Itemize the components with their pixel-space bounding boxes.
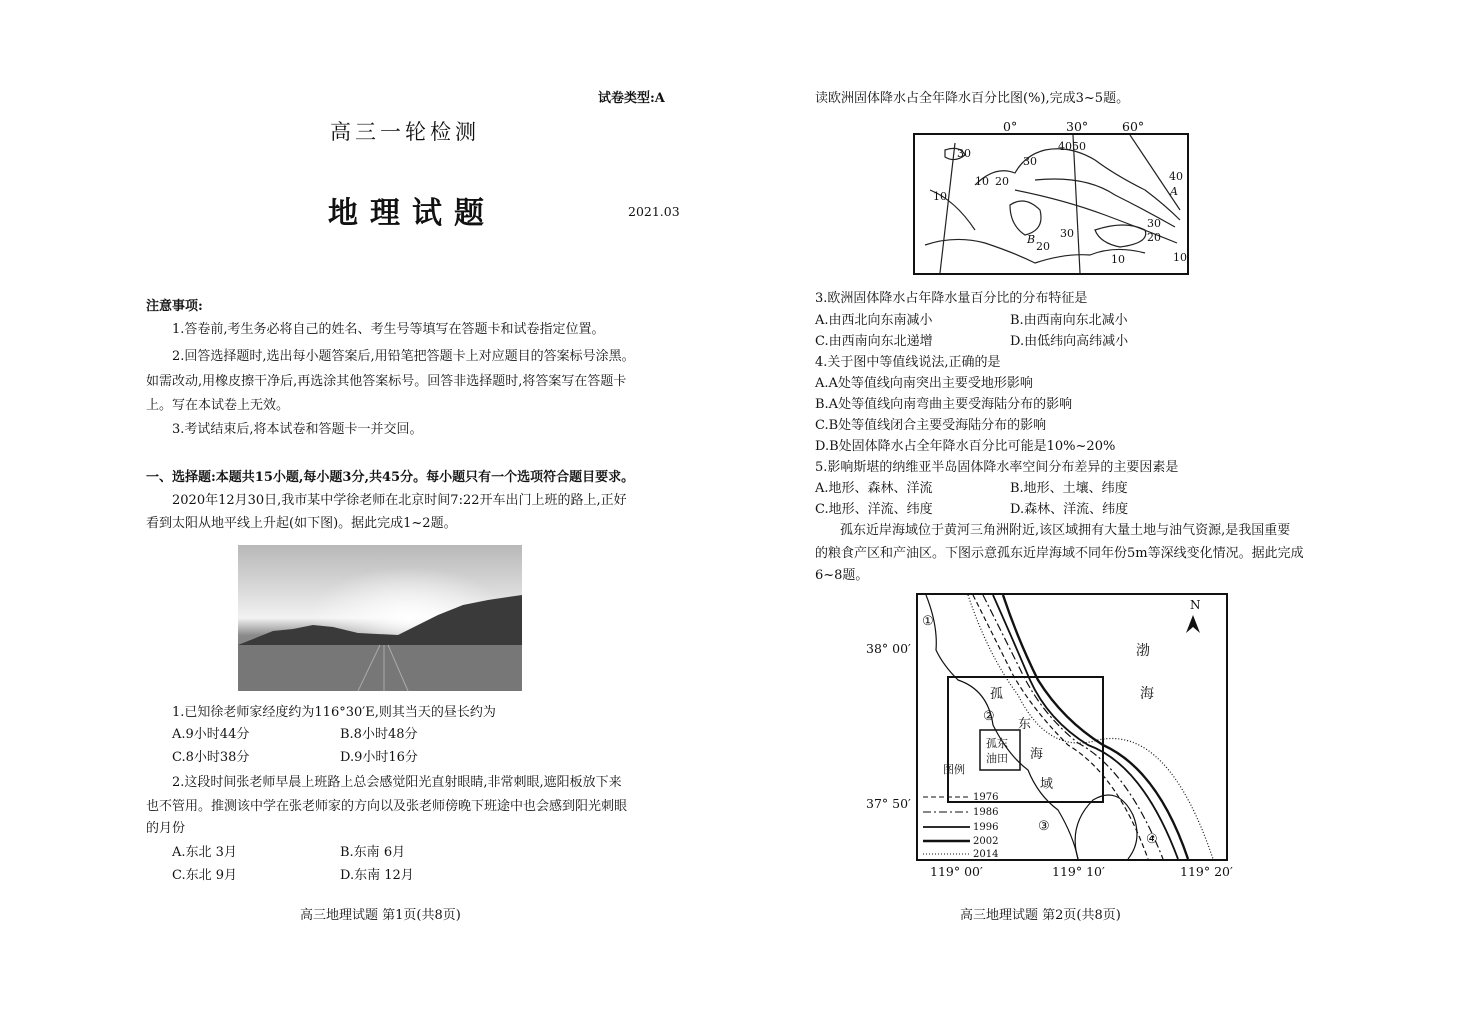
legend-title: 图例: [943, 763, 965, 776]
notice-1: 1.答卷前,考生务必将自己的姓名、考生号等填写在答题卡和试卷指定位置。: [172, 322, 605, 337]
notice-2-cont: 如需改动,用橡皮擦干净后,再选涂其他答案标号。回答非选择题时,将答案写在答题卡: [146, 374, 627, 389]
lon-label-11920: 119° 20′: [1180, 864, 1233, 879]
label-30-iceland: 30: [957, 147, 971, 160]
q5-stem: 5.影响斯堪的纳维亚半岛固体降水率空间分布差异的主要因素是: [815, 460, 1179, 475]
q1-option-c: C.8小时38分: [172, 750, 250, 765]
q1-option-a: A.9小时44分: [172, 727, 250, 742]
q1-option-d: D.9小时16分: [340, 750, 418, 765]
oilfield-label-1: 孤东: [986, 737, 1008, 750]
legend-2002: 2002: [973, 836, 999, 847]
q4-option-a: A.A处等值线向南突出主要受地形影响: [815, 376, 1033, 391]
q5-option-a: A.地形、森林、洋流: [815, 481, 933, 496]
q3-option-b: B.由西南向东北减小: [1010, 313, 1128, 328]
label-20-west: 20: [995, 175, 1009, 188]
page-1-footer: 高三地理试题 第1页(共8页): [300, 908, 461, 923]
intro-line-1: 2020年12月30日,我市某中学徐老师在北京时间7:22开车出门上班的路上,正好: [172, 493, 627, 508]
marker-3: ③: [1038, 819, 1050, 834]
label-30-center: 30: [1060, 227, 1074, 240]
map2-intro-1: 孤东近岸海域位于黄河三角洲附近,该区域拥有大量土地与油气资源,是我国重要: [840, 523, 1291, 538]
marker-4: ④: [1146, 832, 1158, 847]
label-50: 50: [1072, 140, 1086, 153]
q2-option-d: D.东南 12月: [340, 868, 414, 883]
notice-heading: 注意事项:: [146, 299, 203, 314]
marker-2: ②: [983, 709, 995, 724]
label-30-east: 30: [1147, 217, 1161, 230]
q4-stem: 4.关于图中等值线说法,正确的是: [815, 355, 1001, 370]
lon-label-30: 30°: [1066, 119, 1089, 134]
north-arrow-icon: [1186, 615, 1200, 633]
isoline-closed-2: [1095, 225, 1146, 247]
sunrise-illustration: [238, 545, 522, 691]
notice-2: 2.回答选择题时,选出每小题答案后,用铅笔把答题卡上对应题目的答案标号涂黑。: [172, 349, 635, 364]
map2-intro-2: 的粮食产区和产油区。下图示意孤东近岸海域不同年份5m等深线变化情况。据此完成: [815, 546, 1304, 561]
area-char-3: 海: [1030, 747, 1044, 762]
legend-1996: 1996: [973, 822, 999, 833]
exam-name: 高三一轮检测: [330, 120, 480, 144]
notice-3: 3.考试结束后,将本试卷和答题卡一并交回。: [172, 422, 423, 437]
q1-stem: 1.已知徐老师家经度约为116°30′E,则其当天的昼长约为: [172, 705, 496, 720]
subject-title: 地理试题: [328, 196, 496, 231]
north-label: N: [1190, 598, 1201, 612]
label-20-center: 20: [1036, 240, 1050, 253]
q1-option-b: B.8小时48分: [340, 727, 418, 742]
isobath-1976: [973, 595, 1148, 859]
q2-stem-1: 2.这段时间张老师早晨上班路上总会感觉阳光直射眼睛,非常刺眼,遮阳板放下来: [172, 775, 622, 790]
q2-stem-3: 的月份: [146, 821, 186, 836]
north-arrow: [1186, 615, 1200, 633]
q3-option-d: D.由低纬向高纬减小: [1010, 334, 1129, 349]
lat-label-38: 38° 00′: [866, 641, 911, 656]
isobath-2014: [968, 595, 1213, 859]
q5-option-b: B.地形、土壤、纬度: [1010, 481, 1128, 496]
label-10-west: 10: [975, 175, 989, 188]
area-char-4: 域: [1040, 777, 1054, 792]
area-char-1: 孤: [990, 687, 1004, 702]
lon-label-0: 0°: [1003, 119, 1018, 134]
exam-date: 2021.03: [628, 204, 680, 219]
intro-line-2: 看到太阳从地平线上升起(如下图)。据此完成1~2题。: [146, 516, 457, 531]
sunrise-photo: [238, 545, 522, 691]
europe-map-drawing: [915, 135, 1187, 273]
sea-label-bo: 渤: [1136, 643, 1150, 659]
map2-intro-3: 6~8题。: [815, 568, 869, 583]
point-b: B: [1027, 233, 1036, 246]
legend-2014: 2014: [973, 849, 999, 859]
label-40-east: 40: [1169, 170, 1183, 183]
oilfield-label-2: 油田: [986, 752, 1008, 765]
q3-option-a: A.由西北向东南减小: [815, 313, 933, 328]
gudong-map-drawing: [918, 595, 1226, 859]
q4-option-b: B.A处等值线向南弯曲主要受海陆分布的影响: [815, 397, 1073, 412]
section-heading: 一、选择题:本题共15小题,每小题3分,共45分。每小题只有一个选项符合题目要求。: [146, 470, 635, 485]
label-10-edge: 10: [1173, 251, 1187, 264]
label-10-south: 10: [1111, 253, 1125, 266]
lat-label-3750: 37° 50′: [866, 796, 911, 811]
page-2-footer: 高三地理试题 第2页(共8页): [960, 908, 1121, 923]
label-20-east: 20: [1147, 231, 1161, 244]
point-a: A: [1170, 185, 1178, 198]
q5-option-d: D.森林、洋流、纬度: [1010, 502, 1129, 517]
paper-type: 试卷类型:A: [598, 91, 665, 106]
q2-stem-2: 也不管用。推测该中学在张老师家的方向以及张老师傍晚下班途中也会感到阳光刺眼: [146, 799, 628, 814]
gudong-coast-map: [916, 593, 1228, 861]
q4-option-d: D.B处固体降水占全年降水百分比可能是10%~20%: [815, 439, 1116, 454]
q3-stem: 3.欧洲固体降水占年降水量百分比的分布特征是: [815, 291, 1088, 306]
river-mouth: [1075, 795, 1137, 859]
sea-label-hai: 海: [1140, 686, 1154, 702]
label-10-far-west: 10: [933, 190, 947, 203]
legend-1976: 1976: [973, 792, 999, 803]
map1-intro: 读欧洲固体降水占全年降水百分比图(%),完成3~5题。: [815, 91, 1130, 106]
europe-precip-map: [913, 133, 1189, 275]
q5-option-c: C.地形、洋流、纬度: [815, 502, 933, 517]
q2-option-a: A.东北 3月: [172, 845, 237, 860]
lon-label-11900: 119° 00′: [930, 864, 983, 879]
label-30-north: 30: [1023, 155, 1037, 168]
label-40: 40: [1058, 140, 1072, 153]
road-surface: [238, 645, 522, 691]
lon-label-11910: 119° 10′: [1052, 864, 1105, 879]
q2-option-c: C.东北 9月: [172, 868, 238, 883]
q3-option-c: C.由西南向东北递增: [815, 334, 933, 349]
q4-option-c: C.B处等值线闭合主要受海陆分布的影响: [815, 418, 1047, 433]
lon-label-60: 60°: [1122, 119, 1145, 134]
legend-1986: 1986: [973, 807, 999, 818]
q2-option-b: B.东南 6月: [340, 845, 406, 860]
notice-2-end: 上。写在本试卷上无效。: [146, 398, 290, 413]
area-char-2: 东: [1018, 717, 1032, 732]
isoline-closed-1: [1010, 201, 1041, 235]
marker-1: ①: [922, 614, 934, 629]
meridian-0: [940, 143, 955, 273]
